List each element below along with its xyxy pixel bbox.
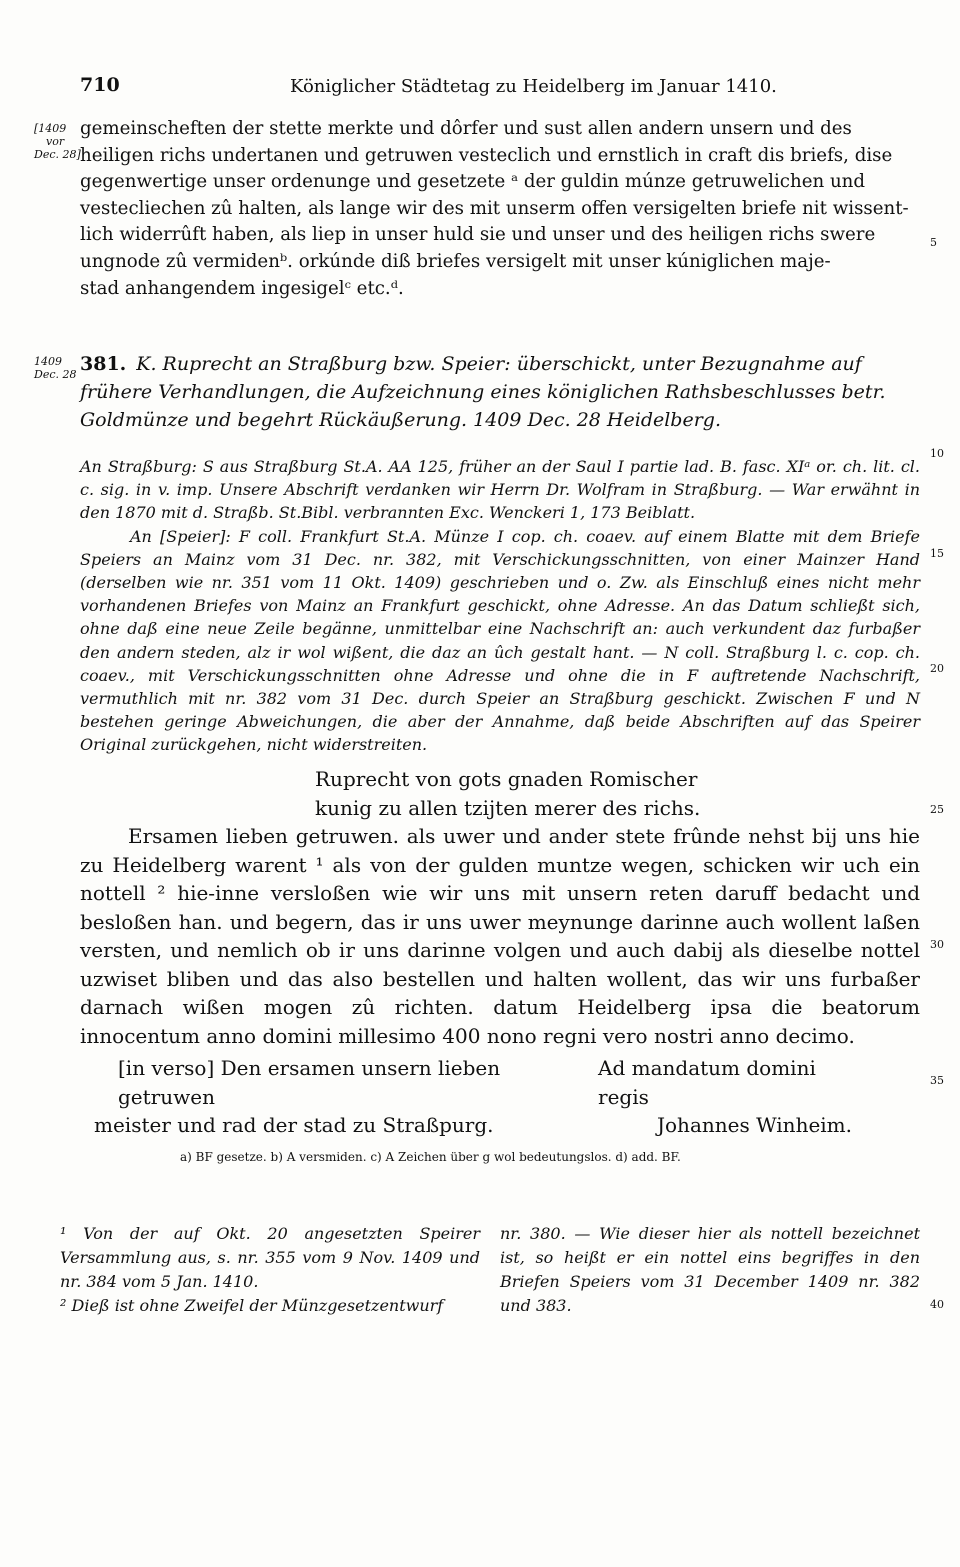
text-line: gemeinscheften der stette merkte und dôrfer und sust allen andern unsern und des — [80, 118, 852, 139]
footnote-column-right: nr. 380. — Wie dieser hier als nottell bezeichnet ist, so heißt er ein nottel eins begriffes in den Briefen Speiers vom 31 December 1409 nr. 382 und 383. — [500, 1224, 920, 1315]
text-line: ungnode zû vermidenᵇ. orkúnde diß briefes versigelt mit unser kúniglichen maje- — [80, 250, 831, 272]
letter-intitulatio: kunig zu allen tzijten merer des richs. — [315, 795, 701, 820]
document-regest: K. Ruprecht an Straßburg bzw. Speier: überschickt, unter Bezugnahme auf frühere Verhandlungen, die Aufzeichnung eines königlichen Rathsbeschlusses betr. Goldmünze und begehrt Rückäußerung. 1409 Dec. 28 Heidelberg. — [80, 353, 886, 431]
line-number: 40 — [930, 1298, 944, 1311]
continuation-text — [80, 116, 920, 302]
margin-date-line: 1409 — [34, 355, 62, 368]
text-line: stad anhangendem ingesigelᶜ etc.ᵈ. — [80, 277, 404, 299]
critical-apparatus: a) BF gesetze. b) A versmiden. c) A Zeichen über g wol bedeutungslos. d) add. BF. — [180, 1150, 681, 1164]
page-header — [80, 74, 920, 104]
margin-date-line: Dec. 28] — [34, 148, 81, 161]
letter-closing-row — [80, 1111, 920, 1140]
footnotes — [60, 1222, 920, 1318]
source-note: An [Speier]: F coll. Frankfurt St.A. Münze I cop. ch. coaev. auf einem Blatte mit dem Briefe Speiers an Mainz vom 31 Dec. nr. 382, mit Verschickungsschnitten, von einer Mainzer Hand (derselben wie nr. 351 vom 11 Okt. 1409) geschrieben und o. Zw. als Einschluß eines nicht mehr vorhandenen Briefes von Mainz an Frankfurt geschickt, ohne Adresse. An das Datum schließt sich, ohne daß eine neue Zeile begänne, unmittelbar eine Nachschrift an: auch verkundent daz furbaßer den andern steden, alz ir wol wißent, die daz an ûch gestalt hant. — N coll. Straßburg l. c. cop. ch. coaev., mit Verschickungsschnitten ohne Adresse und ohne die in F auftretende Nachschrift, vermuthlich mit nr. 382 vom 31 Dec. durch Speier an Straßburg geschickt. Zwischen F und N bestehen geringe Abweichungen, die aber der Annahme, daß beide Abschriften auf das Speirer Original zurückgehen, nicht widerstreiten. — [80, 526, 920, 755]
margin-date-line: Dec. 28 — [34, 368, 77, 381]
letter-intitulatio: Ruprecht von gots gnaden Romischer — [315, 767, 698, 791]
letter — [80, 765, 920, 1140]
source-note: An Straßburg: S aus Straßburg St.A. AA 125, früher an der Saul I partie lad. B. fasc. XIᵃ or. ch. lit. cl. c. sig. in v. imp. Unsere Abschrift verdanken wir Herrn Dr. Wolfram in Straßburg. — War erwähnt in den 1870 mit d. Straßb. St.Bibl. verbrannten Exc. Wenckeri 1, 173 Beiblatt. — [80, 457, 920, 523]
running-title: Königlicher Städtetag zu Heidelberg im Januar 1410. — [290, 76, 777, 97]
letter-address: [in verso] Den ersamen unsern lieben getruwen — [118, 1056, 501, 1109]
letter-subscription: Ad mandatum domini regis — [598, 1056, 816, 1109]
line-number: 30 — [930, 938, 944, 951]
source-notes — [80, 455, 920, 757]
margin-date-line: [1409 — [34, 122, 67, 135]
text-line: gegenwertige unser ordenunge und gesetzete ᵃ der guldin múnze getruwelichen und — [80, 171, 866, 193]
text-line: lich widerrûft haben, als liep in unser huld sie und unser und des heiligen richs swere — [80, 224, 876, 246]
document-heading — [80, 350, 920, 434]
text-line: heiligen richs undertanen und getruwen vesteclich und ernstlich in craft dis briefs, dise — [80, 144, 893, 166]
line-number: 35 — [930, 1074, 944, 1087]
footnote-column-left: ¹ Von der auf Okt. 20 angesetzten Speirer Versammlung aus, s. nr. 355 vom 9 Nov. 1409 und nr. 384 vom 5 Jan. 1410. ² Dieß ist ohne Zweifel der Münzgesetzentwurf — [60, 1224, 480, 1315]
page-number: 710 — [80, 74, 120, 96]
line-number: 20 — [930, 662, 944, 675]
letter-closing-row — [80, 1054, 920, 1111]
line-number: 25 — [930, 803, 944, 816]
margin-date-top — [34, 122, 81, 161]
margin-date-line: vor — [46, 135, 65, 148]
letter-subscription: Johannes Winheim. — [657, 1113, 852, 1137]
line-number: 10 — [930, 447, 944, 460]
margin-date-document — [34, 355, 76, 381]
text-line: vestecliechen zû halten, als lange wir des mit unserm offen versigelten briefe nit wissent- — [80, 197, 909, 219]
line-number: 5 — [930, 236, 937, 249]
line-number: 15 — [930, 547, 944, 560]
letter-body: Ersamen lieben getruwen. als uwer und ander stete frûnde nehst bij uns hie zu Heidelberg warent ¹ als von der gulden muntze wegen, schicken wir uch ein nottell ² hie-inne versloßen wie wir uns mit unsern reten daruff bedacht und besloßen han. und begern, das ir uns uwer meynunge darinne auch wollent laßen versten, und nemlich ob ir uns darinne volgen und auch dabij als dieselbe nottel uzwiset bliben und das also bestellen und halten wollent, das wir uns furbaßer darnach wißen mogen zû richten. datum Heidelberg ipsa die beatorum innocentum anno domini millesimo 400 nono regni vero nostri anno decimo. — [80, 824, 920, 1048]
document-number: 381. — [80, 353, 127, 375]
letter-address: meister und rad der stad zu Straßpurg. — [94, 1113, 494, 1137]
